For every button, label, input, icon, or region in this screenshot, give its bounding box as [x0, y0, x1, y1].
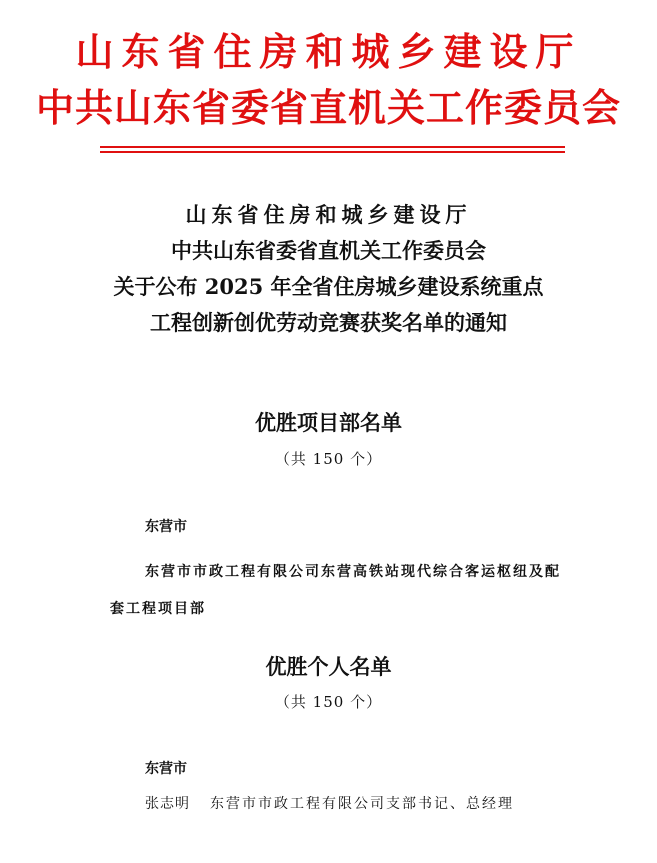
- individual-list-city: 东营市: [145, 761, 187, 777]
- individual-list-title: 优胜个人名单: [265, 654, 392, 679]
- doc-title-line-1: 山东省住房和城乡建设厅: [185, 202, 472, 227]
- individual-list-count: （共 150 个）: [274, 693, 383, 711]
- project-list-count: （共 150 个）: [274, 450, 383, 468]
- doc-title-line-4: 工程创新创优劳动竞赛获奖名单的通知: [150, 310, 507, 335]
- project-entry-line-1: 东营市市政工程有限公司东营高铁站现代综合客运枢纽及配: [145, 564, 561, 580]
- doc-title-line-2: 中共山东省委省直机关工作委员会: [171, 238, 486, 263]
- person-entry: [145, 795, 514, 813]
- doc-title-line-3: 关于公布 2025 年全省住房城乡建设系统重点: [113, 274, 544, 299]
- project-entry-line-2: 套工程项目部: [110, 601, 206, 617]
- letterhead-org-name-2: 中共山东省委省直机关工作委员会: [35, 85, 621, 130]
- project-list-city: 东营市: [145, 519, 187, 535]
- letterhead-divider-top: [100, 146, 565, 148]
- project-list-title: 优胜项目部名单: [255, 410, 402, 435]
- letterhead-org-name-1: 山东省住房和城乡建设厅: [75, 29, 582, 74]
- person-name: 张志明: [145, 796, 190, 812]
- letterhead-divider-bottom: [100, 151, 565, 153]
- person-title: 东营市市政工程有限公司支部书记、总经理: [210, 796, 514, 812]
